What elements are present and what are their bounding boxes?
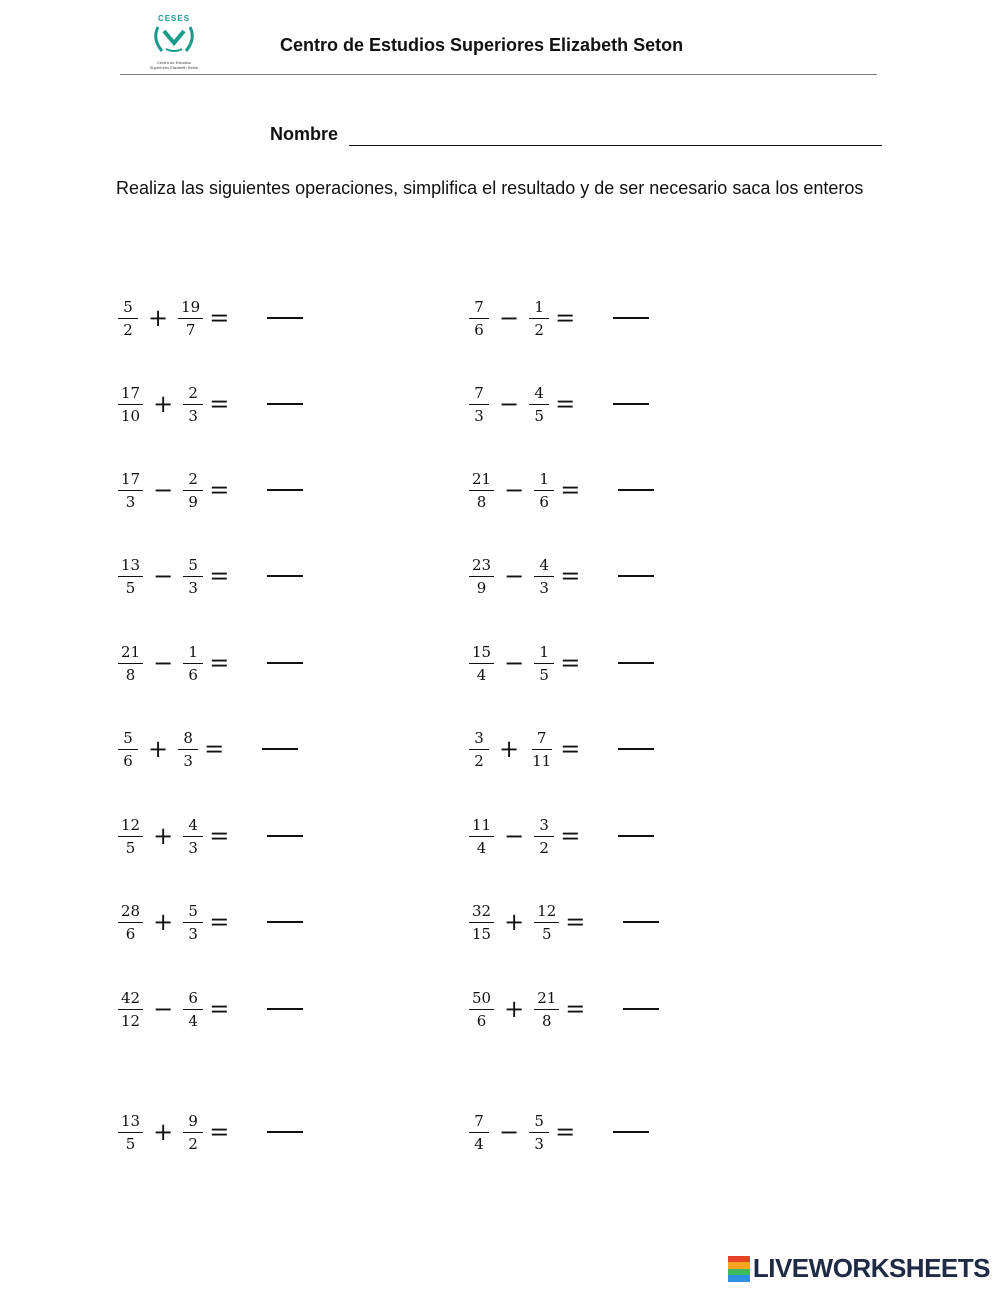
exercise-left-2 xyxy=(116,378,303,430)
numerator: 4 xyxy=(534,556,554,577)
numerator: 21 xyxy=(469,470,494,491)
fraction-second xyxy=(176,729,200,770)
fraction-first xyxy=(467,902,496,943)
school-name: Centro de Estudios Superiores Elizabeth Seton xyxy=(280,35,684,55)
numerator: 9 xyxy=(183,1112,203,1133)
fraction-second xyxy=(532,643,556,684)
denominator: 5 xyxy=(541,924,552,943)
numerator: 5 xyxy=(529,1112,549,1133)
denominator: 9 xyxy=(476,578,487,597)
numerator: 7 xyxy=(469,384,489,405)
answer-blank[interactable] xyxy=(618,575,654,577)
denominator: 15 xyxy=(472,924,492,943)
exercise-right-3 xyxy=(467,464,654,516)
operator: + xyxy=(148,735,169,763)
fraction-second xyxy=(527,298,551,339)
fraction-first xyxy=(116,384,145,425)
fraction-first xyxy=(467,556,496,597)
numerator: 17 xyxy=(118,470,143,491)
numerator: 17 xyxy=(118,384,143,405)
exercise-right-7 xyxy=(467,810,654,862)
fraction-second xyxy=(532,816,556,857)
fraction-second xyxy=(532,989,561,1030)
equals-sign: = xyxy=(209,304,230,332)
exercise-left-7 xyxy=(116,810,303,862)
fraction-second xyxy=(532,556,556,597)
laurel-m-icon xyxy=(148,23,200,55)
denominator: 6 xyxy=(123,751,133,770)
exercise-right-9 xyxy=(467,983,659,1035)
fraction-second xyxy=(181,470,205,511)
answer-blank[interactable] xyxy=(267,1008,303,1010)
fraction-first xyxy=(467,298,491,339)
numerator: 1 xyxy=(529,298,549,319)
denominator: 3 xyxy=(474,406,484,425)
numerator: 21 xyxy=(534,989,559,1010)
exercise-left-1 xyxy=(116,292,303,344)
equals-sign: = xyxy=(560,649,581,677)
equals-sign: = xyxy=(560,476,581,504)
numerator: 1 xyxy=(534,643,554,664)
denominator: 2 xyxy=(188,1134,198,1153)
numerator: 8 xyxy=(178,729,198,750)
numerator: 7 xyxy=(469,1112,489,1133)
brand-text: LIVEWORKSHEETS xyxy=(752,1253,990,1283)
operator: − xyxy=(504,822,525,850)
denominator: 10 xyxy=(121,406,141,425)
exercise-left-4 xyxy=(116,550,303,602)
answer-blank[interactable] xyxy=(623,1008,659,1010)
operator: + xyxy=(153,1118,174,1146)
exercise-right-8 xyxy=(467,896,659,948)
denominator: 5 xyxy=(534,406,544,425)
name-label: Nombre xyxy=(270,124,339,144)
answer-blank[interactable] xyxy=(267,662,303,664)
operator: + xyxy=(148,304,169,332)
denominator: 3 xyxy=(188,578,198,597)
fraction-first xyxy=(116,1112,145,1153)
header-divider xyxy=(120,74,877,75)
answer-blank[interactable] xyxy=(262,748,298,750)
numerator: 42 xyxy=(118,989,143,1010)
fraction-first xyxy=(467,643,496,684)
equals-sign: = xyxy=(565,995,586,1023)
equals-sign: = xyxy=(560,822,581,850)
numerator: 32 xyxy=(469,902,494,923)
denominator: 2 xyxy=(123,320,133,339)
denominator: 2 xyxy=(539,838,549,857)
numerator: 12 xyxy=(534,902,559,923)
numerator: 28 xyxy=(118,902,143,923)
operator: − xyxy=(499,1118,520,1146)
equals-sign: = xyxy=(209,649,230,677)
denominator: 2 xyxy=(474,751,484,770)
equals-sign: = xyxy=(209,476,230,504)
denominator: 5 xyxy=(539,665,549,684)
fraction-first xyxy=(116,989,145,1030)
fraction-second xyxy=(527,729,556,770)
numerator: 21 xyxy=(118,643,143,664)
instructions: Realiza las siguientes operaciones, simplifica el resultado y de ser necesario saca los enteros xyxy=(116,178,864,198)
equals-sign: = xyxy=(209,1118,230,1146)
equals-sign: = xyxy=(209,390,230,418)
fraction-second xyxy=(181,816,205,857)
operator: − xyxy=(153,562,174,590)
denominator: 8 xyxy=(125,665,136,684)
fraction-second xyxy=(532,470,556,511)
exercise-left-8 xyxy=(116,896,303,948)
denominator: 7 xyxy=(185,320,196,339)
operator: − xyxy=(153,995,174,1023)
operator: − xyxy=(499,304,520,332)
answer-blank[interactable] xyxy=(613,1131,649,1133)
numerator: 2 xyxy=(183,384,203,405)
fraction-first xyxy=(116,816,145,857)
numerator: 3 xyxy=(534,816,554,837)
fraction-second xyxy=(176,298,205,339)
exercise-left-5 xyxy=(116,637,303,689)
equals-sign: = xyxy=(560,735,581,763)
equals-sign: = xyxy=(560,562,581,590)
denominator: 4 xyxy=(476,838,487,857)
numerator: 4 xyxy=(529,384,549,405)
name-field-line[interactable] xyxy=(349,145,882,146)
denominator: 5 xyxy=(125,838,136,857)
exercise-left-9 xyxy=(116,983,303,1035)
numerator: 1 xyxy=(534,470,554,491)
denominator: 8 xyxy=(476,492,487,511)
equals-sign: = xyxy=(209,562,230,590)
denominator: 3 xyxy=(188,924,198,943)
logo-subtext: Centro de Estudios Superiores Elizabeth Seton xyxy=(149,60,199,70)
numerator: 5 xyxy=(183,902,203,923)
numerator: 23 xyxy=(469,556,494,577)
operator: + xyxy=(504,908,525,936)
answer-blank[interactable] xyxy=(613,317,649,319)
numerator: 7 xyxy=(469,298,489,319)
liveworksheets-logo-icon xyxy=(728,1256,750,1282)
equals-sign: = xyxy=(555,390,576,418)
operator: + xyxy=(153,822,174,850)
exercise-right-10 xyxy=(467,1106,649,1158)
numerator: 4 xyxy=(183,816,203,837)
fraction-second xyxy=(532,902,561,943)
denominator: 3 xyxy=(183,751,193,770)
exercise-right-4 xyxy=(467,550,654,602)
fraction-first xyxy=(467,470,496,511)
fraction-second xyxy=(181,902,205,943)
equals-sign: = xyxy=(555,304,576,332)
fraction-first xyxy=(467,729,491,770)
exercise-right-2 xyxy=(467,378,649,430)
denominator: 2 xyxy=(534,320,544,339)
operator: − xyxy=(504,476,525,504)
equals-sign: = xyxy=(565,908,586,936)
exercise-right-6 xyxy=(467,723,654,775)
fraction-second xyxy=(181,556,205,597)
denominator: 11 xyxy=(532,751,552,770)
numerator: 2 xyxy=(183,470,203,491)
denominator: 8 xyxy=(541,1011,552,1030)
answer-blank[interactable] xyxy=(267,1131,303,1133)
fraction-second xyxy=(527,384,551,425)
answer-blank[interactable] xyxy=(623,921,659,923)
fraction-first xyxy=(116,643,145,684)
fraction-second xyxy=(181,989,205,1030)
operator: + xyxy=(153,908,174,936)
fraction-first xyxy=(116,902,145,943)
numerator: 6 xyxy=(183,989,203,1010)
denominator: 6 xyxy=(188,665,198,684)
numerator: 12 xyxy=(118,816,143,837)
denominator: 12 xyxy=(121,1011,141,1030)
fraction-second xyxy=(181,384,205,425)
numerator: 11 xyxy=(469,816,494,837)
equals-sign: = xyxy=(209,908,230,936)
fraction-first xyxy=(467,1112,491,1153)
answer-blank[interactable] xyxy=(618,748,654,750)
school-logo xyxy=(148,14,200,72)
answer-blank[interactable] xyxy=(267,835,303,837)
answer-blank[interactable] xyxy=(618,662,654,664)
fraction-first xyxy=(116,298,140,339)
equals-sign: = xyxy=(555,1118,576,1146)
operator: − xyxy=(504,649,525,677)
answer-blank[interactable] xyxy=(618,835,654,837)
numerator: 1 xyxy=(183,643,203,664)
fraction-first xyxy=(467,989,496,1030)
fraction-second xyxy=(181,1112,205,1153)
answer-blank[interactable] xyxy=(267,921,303,923)
denominator: 6 xyxy=(539,492,549,511)
numerator: 50 xyxy=(469,989,494,1010)
fraction-first xyxy=(116,729,140,770)
numerator: 15 xyxy=(469,643,494,664)
numerator: 5 xyxy=(183,556,203,577)
fraction-first xyxy=(116,556,145,597)
denominator: 4 xyxy=(476,665,487,684)
operator: − xyxy=(499,390,520,418)
denominator: 3 xyxy=(539,578,549,597)
liveworksheets-brand xyxy=(728,1253,990,1284)
operator: + xyxy=(504,995,525,1023)
answer-blank[interactable] xyxy=(267,317,303,319)
denominator: 5 xyxy=(125,578,136,597)
denominator: 4 xyxy=(188,1011,198,1030)
fraction-second xyxy=(527,1112,551,1153)
exercise-left-3 xyxy=(116,464,303,516)
numerator: 5 xyxy=(118,298,138,319)
operator: + xyxy=(499,735,520,763)
denominator: 3 xyxy=(125,492,136,511)
exercise-left-10 xyxy=(116,1106,303,1158)
denominator: 9 xyxy=(188,492,198,511)
fraction-first xyxy=(116,470,145,511)
exercise-right-5 xyxy=(467,637,654,689)
operator: − xyxy=(153,476,174,504)
answer-blank[interactable] xyxy=(613,403,649,405)
answer-blank[interactable] xyxy=(267,489,303,491)
numerator: 7 xyxy=(532,729,552,750)
denominator: 3 xyxy=(188,406,198,425)
equals-sign: = xyxy=(209,822,230,850)
numerator: 13 xyxy=(118,1112,143,1133)
fraction-first xyxy=(467,384,491,425)
logo-text: CESES xyxy=(157,14,191,23)
numerator: 3 xyxy=(469,729,489,750)
numerator: 13 xyxy=(118,556,143,577)
denominator: 3 xyxy=(188,838,198,857)
denominator: 4 xyxy=(474,1134,484,1153)
denominator: 5 xyxy=(125,1134,136,1153)
answer-blank[interactable] xyxy=(618,489,654,491)
denominator: 6 xyxy=(474,320,484,339)
fraction-second xyxy=(181,643,205,684)
answer-blank[interactable] xyxy=(267,575,303,577)
fraction-first xyxy=(467,816,496,857)
answer-blank[interactable] xyxy=(267,403,303,405)
exercise-left-6 xyxy=(116,723,298,775)
operator: − xyxy=(153,649,174,677)
equals-sign: = xyxy=(204,735,225,763)
denominator: 6 xyxy=(476,1011,487,1030)
brand-color-block xyxy=(728,1275,750,1282)
operator: − xyxy=(504,562,525,590)
equals-sign: = xyxy=(209,995,230,1023)
operator: + xyxy=(153,390,174,418)
denominator: 6 xyxy=(125,924,136,943)
exercise-right-1 xyxy=(467,292,649,344)
numerator: 19 xyxy=(178,298,203,319)
numerator: 5 xyxy=(118,729,138,750)
denominator: 3 xyxy=(534,1134,544,1153)
